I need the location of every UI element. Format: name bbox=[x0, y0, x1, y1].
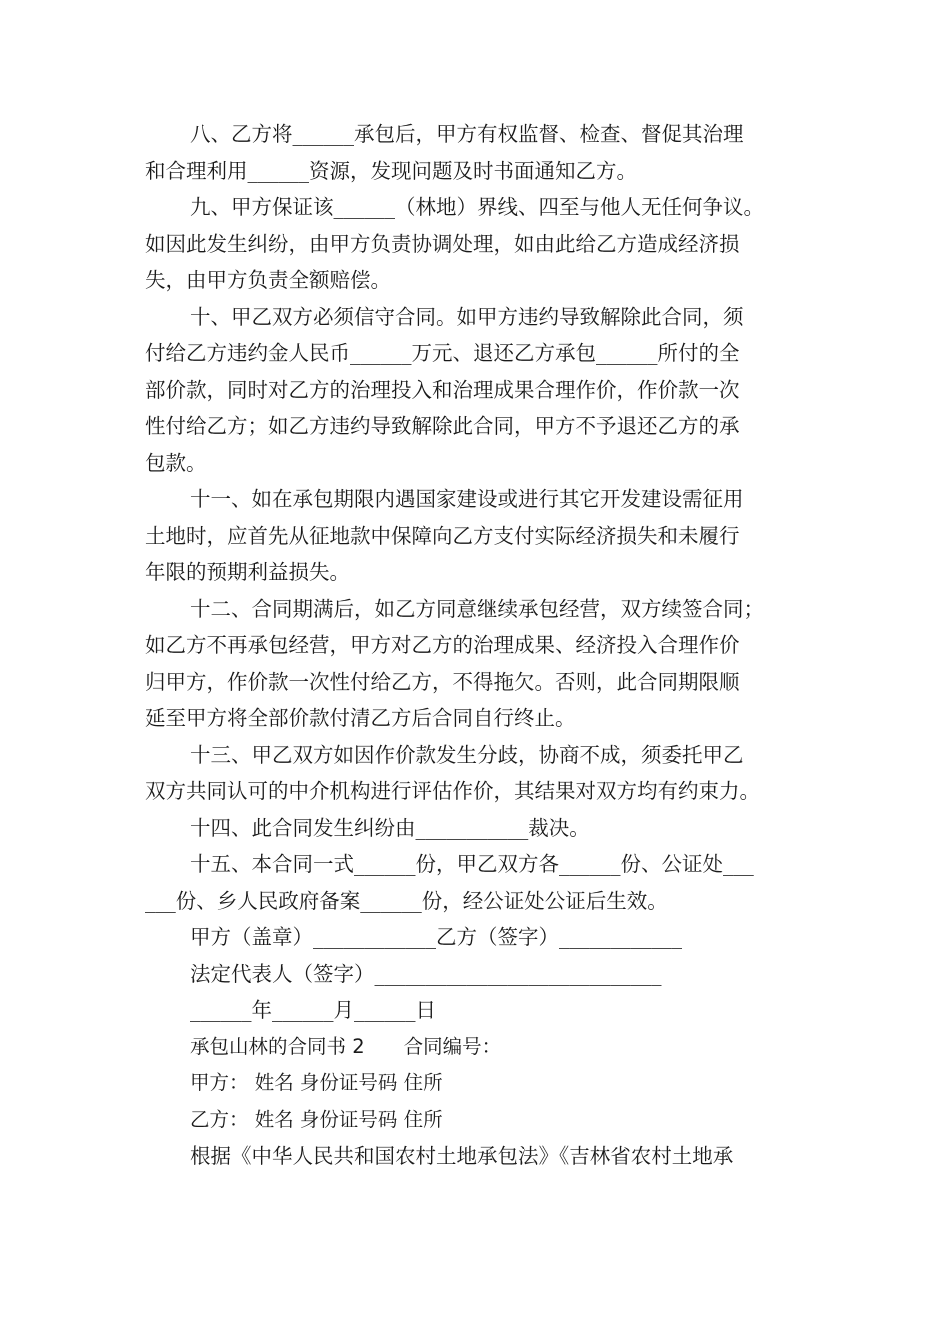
document-line: 归甲方，作价款一次性付给乙方，不得拖欠。否则，此合同期限顺 bbox=[145, 669, 740, 694]
document-line: 如因此发生纠纷，由甲方负责协调处理，如由此给乙方造成经济损 bbox=[145, 231, 740, 256]
document-line: 付给乙方违约金人民币______万元、退还乙方承包______所付的全 bbox=[145, 341, 740, 365]
document-line: 和合理利用______资源，发现问题及时书面通知乙方。 bbox=[145, 158, 637, 183]
document-line: 性付给乙方；如乙方违约导致解除此合同，甲方不予退还乙方的承 bbox=[145, 414, 740, 438]
document-line: 如乙方不再承包经营，甲方对乙方的治理成果、经济投入合理作价 bbox=[145, 633, 740, 657]
document-line: 土地时，应首先从征地款中保障向乙方支付实际经济损失和未履行 bbox=[145, 523, 740, 548]
document-line: 法定代表人（签字）____________________________ bbox=[190, 961, 662, 986]
document-body bbox=[145, 116, 825, 1175]
document-line: 承包山林的合同书 2 合同编号： bbox=[190, 1034, 502, 1058]
document-line: ___份、乡人民政府备案______份，经公证处公证后生效。 bbox=[145, 888, 668, 913]
document-line: 甲方： 姓名 身份证号码 住所 bbox=[190, 1071, 443, 1094]
document-line: 十四、此合同发生纠纷由___________裁决。 bbox=[190, 815, 590, 840]
document-line: 八、乙方将______承包后，甲方有权监督、检查、督促其治理 bbox=[190, 122, 744, 146]
document-line: ______年______月______日 bbox=[190, 998, 436, 1022]
document-line: 双方共同认可的中介机构进行评估作价，其结果对双方均有约束力。 bbox=[145, 779, 760, 803]
document-line: 延至甲方将全部价款付清乙方后合同自行终止。 bbox=[145, 706, 576, 730]
document-line: 失，由甲方负责全额赔偿。 bbox=[145, 268, 391, 292]
document-line: 十五、本合同一式______份，甲乙双方各______份、公证处___ bbox=[190, 852, 754, 876]
document-line: 部价款，同时对乙方的治理投入和治理成果合理作价，作价款一次 bbox=[145, 377, 740, 402]
document-line: 年限的预期利益损失。 bbox=[145, 560, 350, 584]
document-line: 甲方（盖章）____________乙方（签字）____________ bbox=[190, 925, 682, 949]
document-line: 乙方： 姓名 身份证号码 住所 bbox=[190, 1107, 443, 1131]
document-line: 十、甲乙双方必须信守合同。如甲方违约导致解除此合同，须 bbox=[190, 304, 744, 329]
document-line: 十三、甲乙双方如因作价款发生分歧，协商不成，须委托甲乙 bbox=[190, 742, 744, 767]
document-line: 根据《中华人民共和国农村土地承包法》《吉林省农村土地承 bbox=[190, 1144, 734, 1168]
document-line: 包款。 bbox=[145, 450, 207, 475]
document-line: 九、甲方保证该______（林地）界线、四至与他人无任何争议。 bbox=[190, 195, 764, 219]
document-line: 十二、合同期满后，如乙方同意继续承包经营，双方续签合同； bbox=[190, 596, 764, 621]
document-line: 十一、如在承包期限内遇国家建设或进行其它开发建设需征用 bbox=[190, 487, 744, 511]
